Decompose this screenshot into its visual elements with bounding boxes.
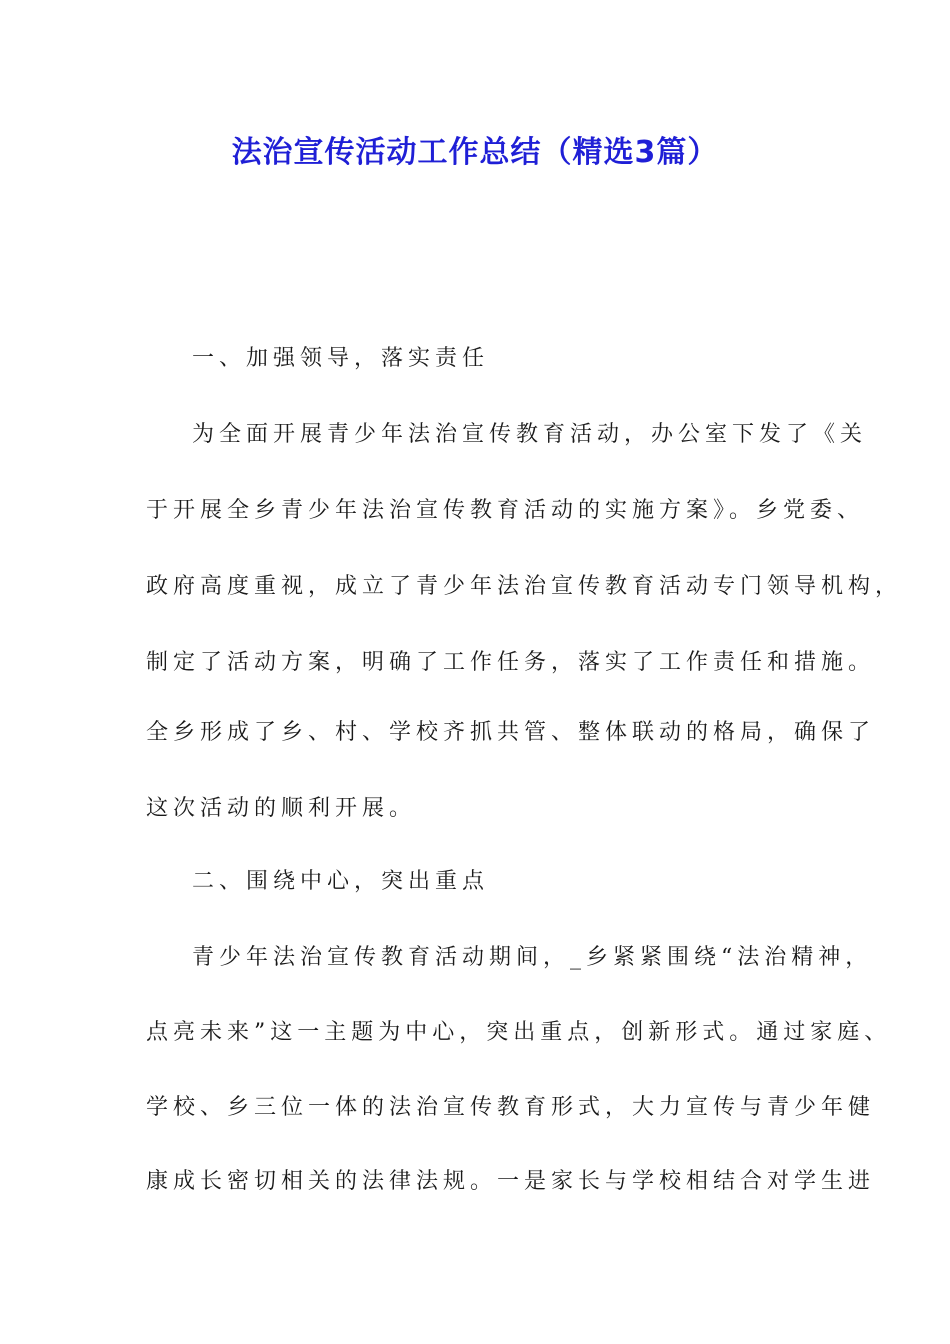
paragraph-line: 于开展全乡青少年法治宣传教育活动的实施方案》。乡党委、 — [146, 498, 865, 523]
paragraph-line: 制定了活动方案，明确了工作任务，落实了工作责任和措施。 — [146, 650, 876, 675]
paragraph-line: 康成长密切相关的法律法规。一是家长与学校相结合对学生进 — [146, 1169, 876, 1194]
section-heading-2: 二、围绕中心，突出重点 — [192, 869, 490, 894]
paragraph-line: 点亮未来”这一主题为中心，突出重点，创新形式。通过家庭、 — [146, 1020, 892, 1045]
paragraph-line: 学校、乡三位一体的法治宣传教育形式，大力宣传与青少年健 — [146, 1095, 876, 1120]
document-title: 法治宣传活动工作总结（精选3篇） — [231, 135, 719, 170]
paragraph-line: 全乡形成了乡、村、学校齐抓共管、整体联动的格局，确保了 — [146, 720, 876, 745]
section-heading-1: 一、加强领导，落实责任 — [192, 346, 490, 371]
paragraph-line: 为全面开展青少年法治宣传教育活动，办公室下发了《关 — [192, 422, 868, 447]
paragraph-line: 青少年法治宣传教育活动期间，_乡紧紧围绕“法治精神， — [192, 945, 873, 970]
paragraph-line: 政府高度重视，成立了青少年法治宣传教育活动专门领导机构， — [146, 574, 903, 599]
paragraph-line: 这次活动的顺利开展。 — [146, 796, 417, 821]
